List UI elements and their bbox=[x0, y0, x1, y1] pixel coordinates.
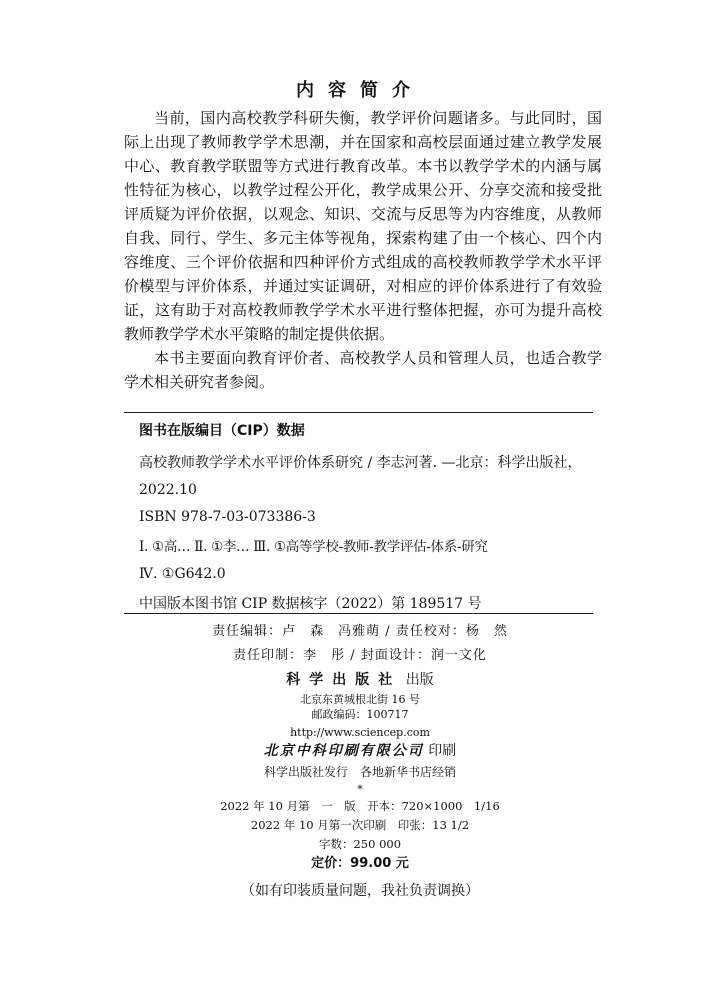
printing-line: 2022 年 10 月第一次印刷 印张：13 1/2 bbox=[250, 818, 470, 832]
summary-paragraph-2: 本书主要面向教育评价者、高校教学人员和管理人员，也适合教学学术相关研究者参阅。 bbox=[124, 349, 602, 391]
printer-name: 北京中科印刷有限公司 bbox=[263, 743, 424, 759]
distribution-line: 科学出版社发行 各地新华书店经销 bbox=[263, 765, 456, 779]
separator-asterisk: * bbox=[357, 783, 363, 796]
printer-line bbox=[0, 740, 720, 762]
publisher-suffix: 出版 bbox=[401, 672, 434, 688]
cip-block bbox=[139, 416, 595, 620]
cip-heading: 图书在版编目（CIP）数据 bbox=[139, 423, 305, 439]
publisher-name: 科学出版社 bbox=[286, 672, 402, 688]
printer-suffix: 印刷 bbox=[423, 743, 457, 759]
quality-notice: （如有印装质量问题，我社负责调换） bbox=[241, 883, 479, 899]
website-link[interactable]: http://www.sciencep.com bbox=[290, 726, 430, 739]
cip-year-line: 2022.10 bbox=[139, 482, 197, 498]
publisher-line bbox=[0, 668, 720, 692]
postcode-line: 邮政编码：100717 bbox=[311, 708, 409, 721]
divider-bottom bbox=[124, 613, 593, 614]
price-line: 定价：99.00 元 bbox=[311, 856, 409, 871]
summary-body bbox=[124, 106, 602, 394]
cip-classification-2: Ⅳ. ①G642.0 bbox=[139, 566, 226, 582]
cip-record: 中国版本图书馆 CIP 数据核字（2022）第 189517 号 bbox=[139, 596, 482, 612]
address-line: 北京东黄城根北街 16 号 bbox=[300, 693, 420, 706]
cip-title-line: 高校教师教学学术水平评价体系研究 / 李志河著. —北京：科学出版社， bbox=[139, 455, 582, 471]
summary-paragraph-1: 当前，国内高校教学科研失衡，教学评价问题诸多。与此同时，国际上出现了教师教学学术思潮，并在国家和高校层面通过建立教学发展中心、教育教学联盟等方式进行教育改革。本书以教学学术的内涵与属性特征为核心，以教学过程公开化，教学成果公开、分享交流和接受批评质疑为评价依据，以观念、知识、交流与反思等为内容维度，从教师自我、同行、学生、多元主体等视角，探索构建了由一个核心、四个内容维度、三个评价依据和四种评价方式组成的高校教师教学学术水平评价模型与评价体系，并通过实证调研，对相应的评价体系进行了有效验证，这有助于对高校教师教学学术水平进行整体把握，亦可为提升高校教师教学学术水平策略的制定提供依据。 bbox=[124, 109, 602, 343]
imprint-block bbox=[0, 620, 720, 902]
editors-line: 责任编辑：卢 森 冯雅萌 / 责任校对：杨 然 bbox=[212, 624, 508, 639]
production-line: 责任印制：李 彤 / 封面设计：润一文化 bbox=[233, 648, 487, 663]
word-count-line: 字数：250 000 bbox=[318, 837, 402, 851]
cip-isbn: ISBN 978-7-03-073386-3 bbox=[139, 509, 316, 525]
summary-title: 内容简介 bbox=[296, 80, 424, 101]
divider-top bbox=[124, 412, 593, 413]
edition-line: 2022 年 10 月第 一 版 开本：720×1000 1/16 bbox=[220, 799, 500, 813]
cip-classification-1: Ⅰ. ①高… Ⅱ. ①李… Ⅲ. ①高等学校-教师-教学评估-体系-研究 bbox=[139, 539, 488, 555]
